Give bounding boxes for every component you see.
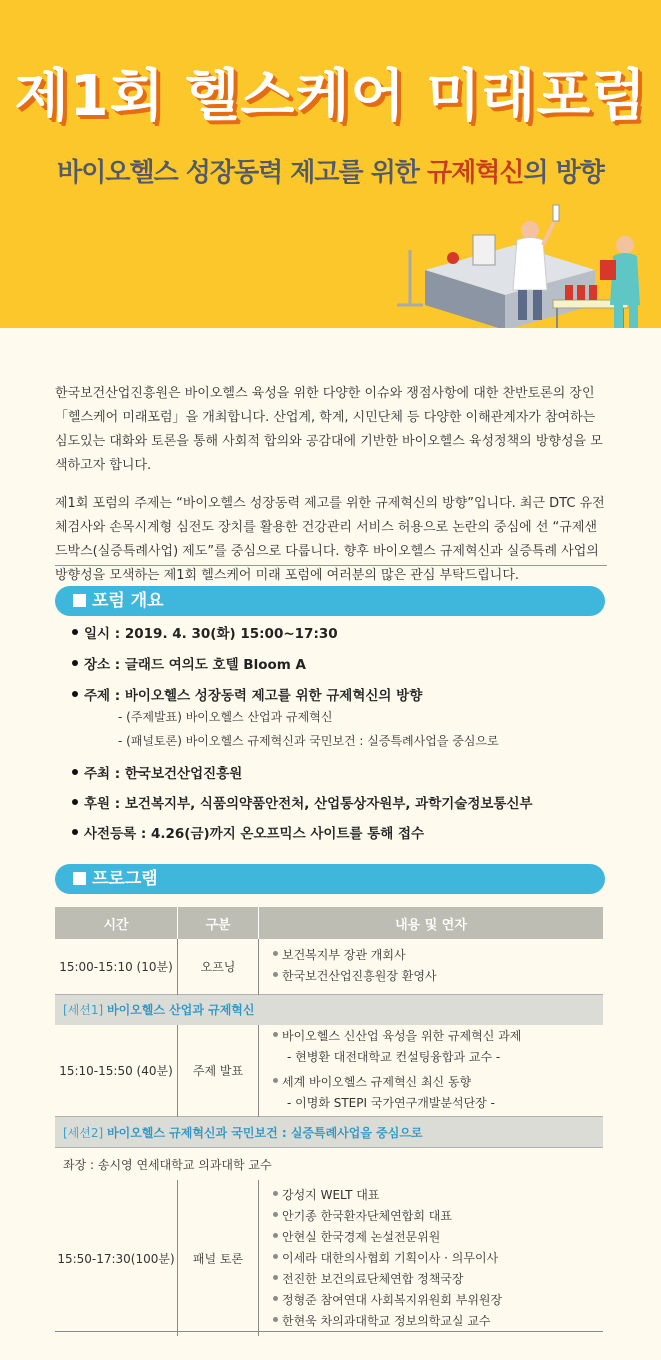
program-heading [55,864,605,894]
session1-content [259,1025,604,1117]
bullet-icon [273,1296,278,1301]
subtitle-highlight: 규제혁신 [426,158,524,188]
list-item [273,1269,602,1290]
bullet-icon [273,1317,278,1322]
session2-header [55,1117,603,1148]
nurse-head-icon [616,236,634,254]
panelist: 안현실 한국경제 논설전문위원 [282,1229,441,1244]
overview-theme: 주제 : 바이오헬스 성장동력 제고를 위한 규제혁신의 방향 [84,688,423,704]
panelist: 안기종 한국환자단체연합회 대표 [282,1208,452,1223]
list-item [273,1206,602,1227]
overview-date: 일시 : 2019. 4. 30(화) 15:00~17:30 [84,626,338,642]
opening-type: 오프닝 [178,939,259,994]
session2-title [55,1117,603,1148]
column-header-time: 시간 [55,907,178,939]
bullet-icon [273,1254,278,1259]
bullet-icon [273,1191,278,1196]
panelist: 전진한 보건의료단체연합 정책국장 [282,1271,464,1286]
bullet-icon [273,1212,278,1217]
program-table [55,907,603,1336]
table-row-session1 [55,1025,603,1117]
panelist: 이세라 대한의사협회 기획이사 · 의무이사 [282,1250,499,1265]
bullet-icon [72,799,78,805]
list-item [273,1311,602,1332]
sample-tube-icon [565,285,573,300]
square-bullet-icon [73,594,86,607]
column-header-content: 내용 및 연자 [259,907,604,939]
session2-panelists [259,1180,604,1336]
talk-title: 세계 바이오헬스 규제혁신 최신 동향 [282,1075,472,1090]
list-item [273,1185,602,1206]
session2-type: 패널 토론 [178,1180,259,1336]
square-bullet-icon [73,872,86,885]
overview-item-registration [72,822,424,842]
session2-chair: 좌장 : 송시영 연세대학교 의과대학 교수 [55,1148,603,1181]
program-heading-label: 프로그램 [92,869,158,889]
lab-illustration [385,190,661,328]
session2-chair-row [55,1148,603,1181]
talk-title: 바이오헬스 신산업 육성을 위한 규제혁신 과제 [282,1029,522,1044]
bullet-icon [72,829,78,835]
overview-heading [55,586,605,616]
intro-text [55,382,607,602]
page-title: 제1회 헬스케어 미래포럼 [14,64,647,129]
session2-name: 바이오헬스 규제혁신과 국민보건 : 실증특례사업을 중심으로 [107,1125,423,1140]
bullet-icon [273,951,278,956]
bullet-icon [273,1275,278,1280]
bullet-icon [273,1233,278,1238]
bullet-icon [72,629,78,635]
bullet-icon [273,1078,278,1083]
list-item [273,1290,602,1311]
session1-title [55,994,603,1025]
list-item [273,966,602,987]
bullet-icon [273,1032,278,1037]
header-banner [0,0,661,328]
intro-paragraph: 한국보건산업진흥원은 바이오헬스 육성을 위한 다양한 이슈와 쟁점사항에 대한 찬반토론의 장인 「헬스케어 미래포럼」을 개최합니다. 산업계, 학계, 시민단체 등 다양한 이해관계자가 참여하는 심도있는 대화와 토론을 통해 사회적 합의와 공감대에 기반한 바이오헬스 육성정책의 방향성을 모색하고자 합니다. [55,386,603,473]
divider [55,565,607,566]
list-item [273,1227,602,1248]
session1-tag: [세션1] [63,1003,104,1017]
overview-sponsor: 후원 : 보건복지부, 식품의약품안전처, 산업통상자원부, 과학기술정보통신부 [84,796,533,812]
bullet-icon [72,660,78,666]
overview-host: 주최 : 한국보건산업진흥원 [84,766,243,782]
panelist: 한현욱 차의과대학교 정보의학교실 교수 [282,1313,491,1328]
scientist-head-icon [521,221,539,239]
column-header-type: 구분 [178,907,259,939]
speaker: - 현병환 대전대학교 컨설팅융합과 교수 - [287,1050,501,1065]
session1-type: 주제 발표 [178,1025,259,1117]
session2-time: 15:50-17:30(100분) [57,1251,175,1266]
opening-content [259,939,604,994]
table-row-opening [55,939,603,994]
list-item [273,1248,602,1269]
flask-icon [447,252,459,264]
bullet-icon [72,691,78,697]
list-item [273,1072,602,1093]
opening-item: 보건복지부 장관 개회사 [282,948,406,963]
table-bottom-border [55,1331,603,1332]
overview-item-venue [72,653,306,673]
speaker: - 이명화 STEPI 국가연구개발분석단장 - [287,1096,495,1111]
session2-tag: [세션2] [63,1125,104,1140]
overview-item-date [72,622,338,642]
subtitle-text: 바이오헬스 성장동력 제고를 위한 [57,158,427,188]
session1-name: 바이오헬스 산업과 규제혁신 [107,1003,255,1017]
table-row-session2 [55,1180,603,1336]
test-tube-icon [553,205,559,221]
session1-header [55,994,603,1025]
overview-heading-label: 포럼 개요 [92,591,164,611]
panelist: 강성지 WELT 대표 [282,1187,380,1202]
bullet-icon [72,769,78,775]
overview-venue: 장소 : 글래드 여의도 호텔 Bloom A [84,657,306,673]
list-item [273,1026,602,1047]
overview-item-sponsor [72,792,533,812]
opening-time: 15:00-15:10 (10분) [59,959,173,974]
bullet-icon [273,972,278,977]
opening-item: 한국보건산업진흥원장 환영사 [282,969,437,984]
overview-item-host [72,762,242,782]
intro-paragraph: 제1회 포럼의 주제는 “바이오헬스 성장동력 제고를 위한 규제혁신의 방향”입니다. 최근 DTC 유전체검사와 손목시계형 심전도 장치를 활용한 건강관리 서비스 허용으로 논란의 중심에 선 “규제샌드박스(실증특례사업) 제도”를 중심으로 다룹니다. 향후 바이오헬스 규제혁신과 실증특례 사업의 방향성을 모색하는 제1회 헬스케어 미래 포럼에 여러분의 많은 관심 부탁드립니다. [55,496,605,583]
table-header-row [55,907,603,939]
overview-theme-sub: - (주제발표) 바이오헬스 산업과 규제혁신 [118,710,333,724]
panelist: 정형준 참여연대 사회복지위원회 부위원장 [282,1292,503,1307]
list-item [273,945,602,966]
overview-item-theme [72,684,422,704]
page-subtitle [0,152,661,189]
overview-registration: 사전등록 : 4.26(금)까지 온오프믹스 사이트를 통해 접수 [84,826,425,842]
scientist-coat-icon [513,238,547,291]
microscope-icon [473,235,495,265]
subtitle-text-end: 의 방향 [523,158,604,188]
session1-time: 15:10-15:50 (40분) [59,1063,173,1078]
overview-theme-sub: - (패널토론) 바이오헬스 규제혁신과 국민보건 : 실증특례사업을 중심으로 [118,734,499,748]
